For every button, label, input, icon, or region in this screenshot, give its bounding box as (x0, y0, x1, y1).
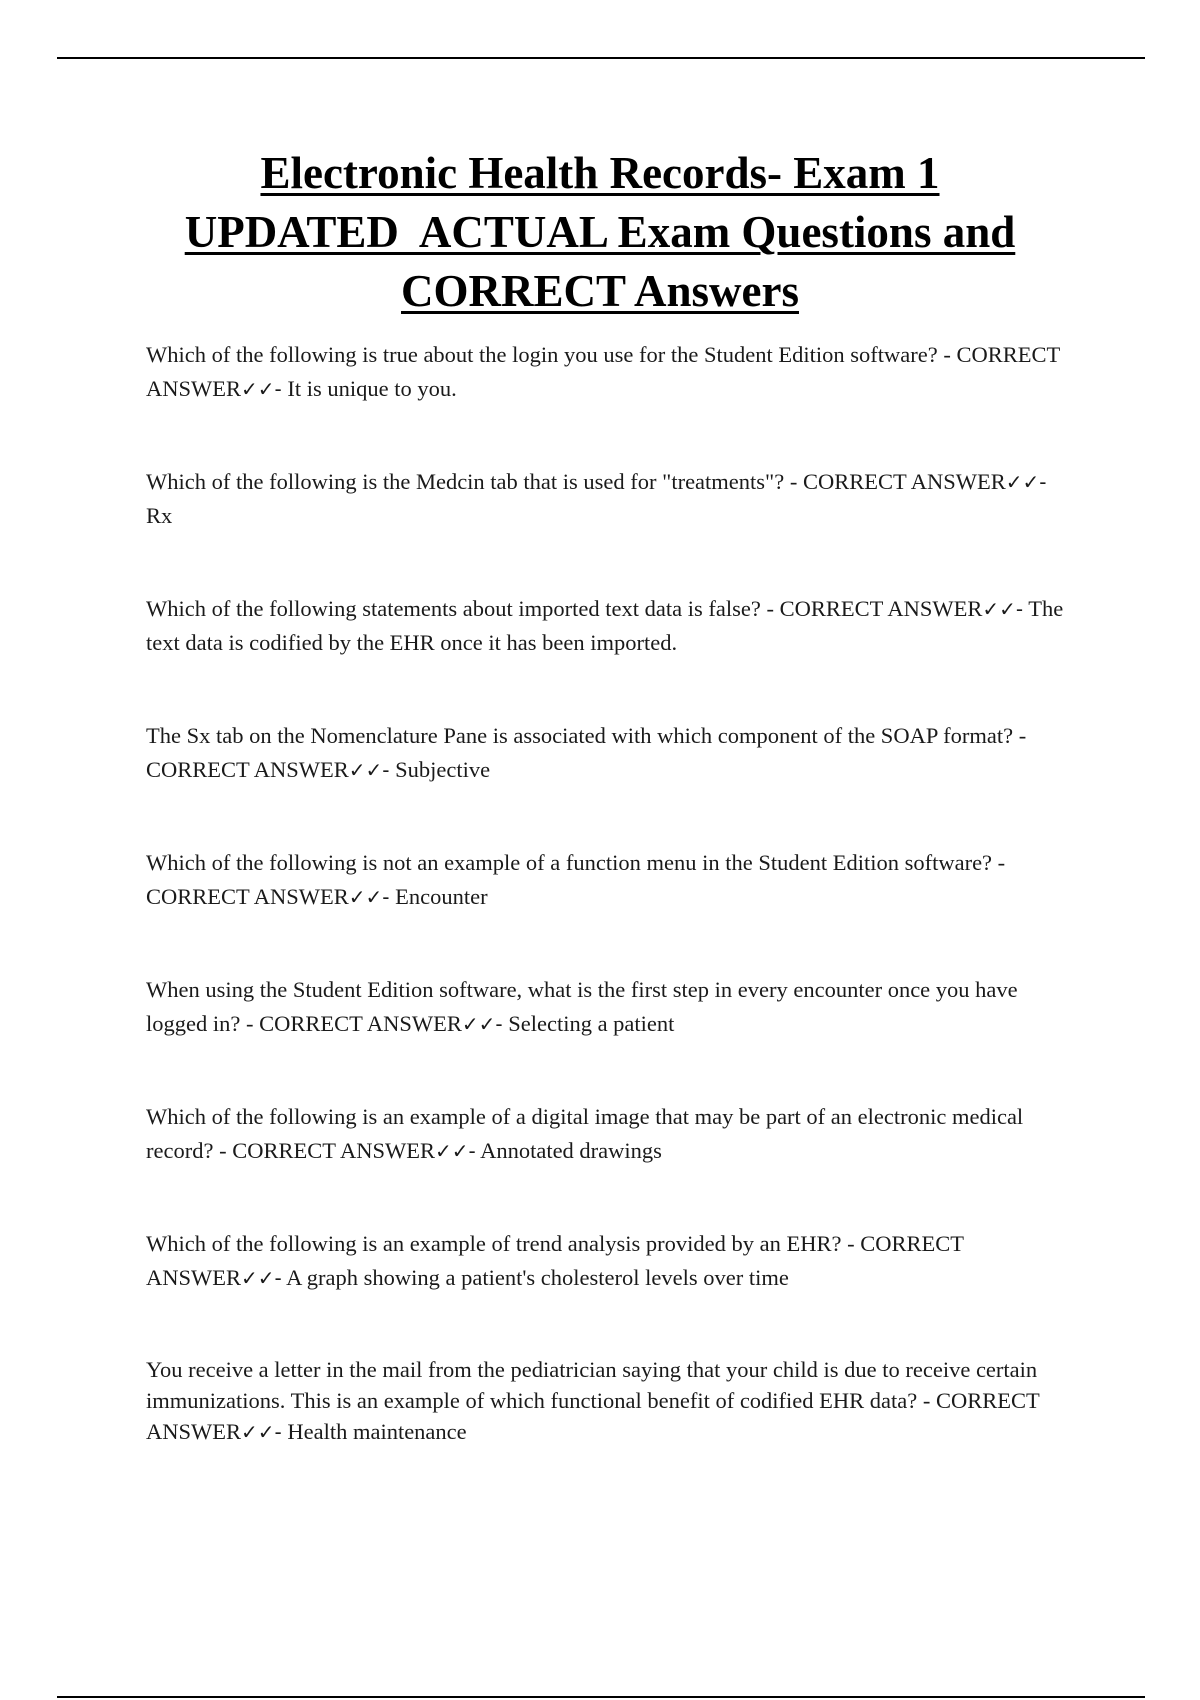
check-marks: ✓✓- (241, 377, 282, 401)
answer-marker: CORRECT ANSWER (802, 469, 1006, 494)
answer-marker: CORRECT ANSWER (146, 1231, 964, 1290)
question-text: Which of the following is an example of a digital image that may be part of an electronic medical record? (146, 1104, 1024, 1163)
title-line-1: Electronic Health Records- Exam 1 (260, 148, 940, 198)
qa-list (146, 338, 1066, 1507)
answer-marker: CORRECT ANSWER (779, 596, 983, 621)
title-line-2: UPDATED ACTUAL Exam Questions and (184, 207, 1016, 257)
bottom-rule (57, 1696, 1145, 1698)
question-text: Which of the following is the Medcin tab that is used for "treatments"? (146, 469, 785, 494)
answer-text: It is unique to you. (287, 376, 457, 401)
qa-item (146, 338, 1066, 406)
check-marks: ✓✓- (434, 1139, 476, 1163)
question-text: Which of the following is an example of trend analysis provided by an EHR? (146, 1231, 842, 1256)
document-title (100, 144, 1100, 321)
check-marks: ✓✓- (1005, 470, 1047, 494)
qa-item (146, 465, 1066, 533)
qa-item (146, 592, 1066, 660)
question-text: Which of the following is true about the login you use for the Student Edition software? (146, 342, 938, 367)
answer-marker: CORRECT ANSWER (146, 1388, 1040, 1444)
question-text: The Sx tab on the Nomenclature Pane is associated with which component of the SOAP format? (146, 723, 1014, 748)
question-text: Which of the following statements about imported text data is false? (146, 596, 761, 621)
check-marks: ✓✓- (241, 1266, 282, 1290)
answer-text: Health maintenance (287, 1419, 467, 1444)
qa-item (146, 1100, 1066, 1168)
answer-marker: CORRECT ANSWER (232, 1138, 435, 1163)
qa-item (146, 973, 1066, 1041)
answer-text: Annotated drawings (480, 1138, 662, 1163)
check-marks: ✓✓- (461, 1012, 503, 1036)
answer-marker: CORRECT ANSWER (146, 884, 349, 909)
question-text: When using the Student Edition software, what is the first step in every encounter once you have logged in? (146, 977, 1018, 1036)
check-marks: ✓✓- (982, 597, 1024, 621)
qa-item (146, 719, 1066, 787)
answer-text: Rx (146, 503, 173, 528)
answer-text: A graph showing a patient's cholesterol levels over time (286, 1265, 789, 1290)
qa-item (146, 1227, 1066, 1295)
question-text: Which of the following is not an example of a function menu in the Student Edition software? (146, 850, 993, 875)
top-rule (57, 57, 1145, 59)
answer-text: Selecting a patient (508, 1011, 675, 1036)
check-marks: ✓✓- (348, 758, 390, 782)
answer-marker: CORRECT ANSWER (146, 342, 1060, 401)
qa-item (146, 1354, 1066, 1448)
answer-text: Subjective (395, 757, 491, 782)
check-marks: ✓✓- (241, 1420, 282, 1444)
title-line-3: CORRECT Answers (401, 266, 799, 316)
answer-marker: CORRECT ANSWER (259, 1011, 462, 1036)
answer-text: Encounter (395, 884, 488, 909)
answer-text: The text data is codified by the EHR once it has been imported. (146, 596, 1064, 655)
question-text: You receive a letter in the mail from the pediatrician saying that your child is due to receive certain immunizations. This is an example of which functional benefit of codified EHR data? (146, 1357, 1038, 1413)
check-marks: ✓✓- (348, 885, 390, 909)
answer-marker: CORRECT ANSWER (146, 757, 349, 782)
qa-item (146, 846, 1066, 914)
